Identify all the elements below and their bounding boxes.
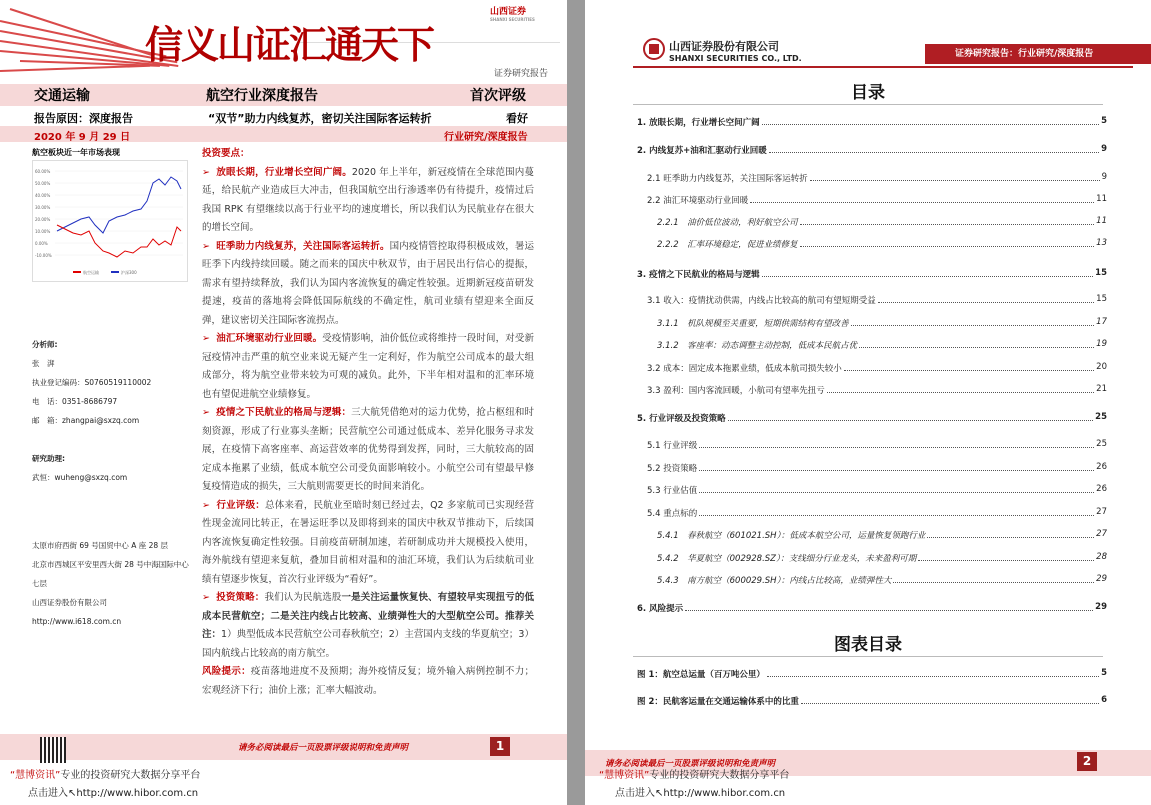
address-taiyuan: 太原市府西街 69 号国贸中心 A 座 28 层 [32, 541, 169, 550]
toc-item[interactable]: 2.2.2 汇率环境稳定，促进业绩修复 13 [657, 238, 1107, 250]
toc-title: 目录 [851, 83, 885, 103]
figure-item[interactable]: 图 2：民航客运量在交通运输体系中的比重 6 [637, 695, 1107, 707]
hibor-url[interactable]: http://www.hibor.com.cn [76, 788, 199, 799]
hibor-tagline: 专业的投资研究大数据分享平台 [60, 770, 201, 781]
disclaimer[interactable]: 请务必阅读最后一页股票评级说明和免责声明 [605, 759, 776, 769]
address-beijing: 北京市西城区平安里西大街 28 号中海国际中心七层 [32, 560, 189, 588]
point-6-body-1: 我们认为民航选股 [264, 592, 342, 603]
svg-text:60.00%: 60.00% [35, 169, 51, 174]
subtitle-bar [0, 106, 567, 126]
toc-item[interactable]: 3. 疫情之下民航业的格局与逻辑 15 [637, 268, 1107, 280]
logo-en: SHANXI SECURITIES CO., LTD. [669, 54, 802, 63]
toc-item[interactable]: 3.3 盈利：国内客流回暖，小航司有望率先扭亏 21 [647, 384, 1107, 396]
point-2-body: 国内疫情管控取得积极成效，暑运旺季下内线持续回暖。随之而来的国庆中秋双节，由于居民出行信心的提振，需求有望持续释放，我们认为国内客流恢复的确定性较强。近期新冠疫苗研发提速，疫苗的落地将会降低国际航线的不确定性，航司业绩有望迎来全面反弹，建议密切关注国际客流拐点。 [202, 240, 534, 326]
hibor-url[interactable]: http://www.hibor.com.cn [663, 788, 786, 799]
analyst-block [32, 335, 192, 487]
point-4-head: 疫情之下民航业的格局与逻辑： [216, 407, 352, 418]
rating-first: 首次评级 [470, 88, 526, 104]
page-number: 1 [490, 737, 510, 756]
report-page-2 [585, 0, 1151, 805]
hibor-name: “慧博资讯” [10, 770, 61, 781]
rating: 看好 [506, 112, 528, 125]
hibor-click: 点击进入 [615, 788, 655, 799]
point-6-bold: 一是关注运量恢复快、有望较早实现扭亏的低成本民营航空；二是关注内线占比较高、业绩弹性大的大型航空公司。推荐关注： [202, 592, 534, 640]
legend-2: 沪深300 [121, 270, 137, 275]
point-3-head: 油汇环境驱动行业回暖。 [216, 333, 323, 344]
risk-body: 疫苗落地进度不及预期；海外疫情反复；境外输入病例控制不力；宏观经济下行；油价上涨；汇率大幅波动。 [202, 666, 534, 696]
point-6-head: 投资策略： [216, 592, 265, 603]
report-page-1 [0, 0, 567, 805]
toc-item[interactable]: 2.2.1 油价低位波动，利好航空公司 11 [657, 216, 1107, 228]
hibor-promo [599, 766, 789, 781]
report-subtitle: “双节”助力内线复苏，密切关注国际客运转折 [208, 112, 432, 125]
industry: 交通运输 [34, 88, 90, 104]
toc-item[interactable]: 1. 放眼长期，行业增长空间广阔 5 [637, 116, 1107, 128]
cursor-icon: ↖ [68, 788, 77, 799]
report-date: 2020 年 9 月 29 日 [34, 132, 131, 143]
toc-item[interactable]: 2.1 旺季助力内线复苏，关注国际客运转折 9 [647, 172, 1107, 184]
toc-item[interactable]: 3.2 成本：固定成本拖累业绩，低成本航司损失较小 20 [647, 362, 1107, 374]
analyst-heading: 分析师: [32, 340, 58, 349]
toc-item[interactable]: 5.3 行业估值 26 [647, 484, 1107, 496]
company-logo-text [669, 38, 802, 63]
assistant-info: 武恒：wuheng@sxzq.com [32, 473, 128, 482]
svg-text:-10.00%: -10.00% [35, 253, 52, 258]
qr-code-icon [40, 737, 66, 763]
report-type: 证券研究报告 [494, 69, 549, 79]
svg-text:0.00%: 0.00% [35, 241, 48, 246]
toc-item[interactable]: 5. 行业评级及投资策略 25 [637, 412, 1107, 424]
toc-item[interactable]: 5.4.2 华夏航空（002928.SZ）：支线细分行业龙头，未来盈利可期 28 [657, 552, 1107, 564]
assistant-heading: 研究助理: [32, 454, 65, 463]
investment-points: 投资要点： ➢ 放眼长期，行业增长空间广阔。2020 年上半年，新冠疫情在全球范围内蔓延，给民航产业造成巨大冲击，但我国航空出行渗透率仍有待提升，疫情过后我国 RPK 有望继续以高于行业平均的速度增长，所以我们认为民航业存在很大的增长空间。 ➢ 旺季助力内线复苏，关注国际客运转折。国内疫情管控取得积极成效，暑运旺季下内线持续回暖。随之而来的国庆中秋双节，由于居民出行信心的提振，需求有望持续释放，我们认为国内客流恢复的确定性较强。近期新冠疫苗研发提速，疫苗的落地将会降低国际航线的不确定性，航司业绩有望迎来全面反弹，建议密切关注国际客流拐点。 ➢ 油汇环境驱动行业回暖。受疫情影响，油价低位或将维持一段时间，对受新冠疫情冲击严重的航空业来说无疑产生一定利好，作为航空公司成本的最大组成部分，将为航空业带来较为可观的减负。此外，下半年相对温和的汇率环境也有望促进航空业绩修复。 ➢ 疫情之下民航业的格局与逻辑：三大航凭借绝对的运力优势，抢占枢纽和时刻资源，形成了行业寡头垄断；民营航空公司通过低成本、差异化服务寻求发展，在疫情下高客座率、高运营效率的优势得到发挥，同时，三大航较高的固定成本拖累了业绩，低成本航空公司受负面影响较小。小航空公司有望最早修复疫情造成的损失，三大航则需要更长的时间来消化。 ➢ 行业评级：总体来看，民航业至暗时刻已经过去，Q2 多家航司已实现经营性现金流同比转正，在暑运旺季以及即将到来的国庆中秋双节推动下，后续国内客流恢复确定性较强。目前疫苗研制加速，若研制成功并大规模投入使用，海外航线有望迎来复航，叠加目前相对温和的油汇环境，我们认为后续航司业绩有望逐步恢复，首次行业评级为“看好”。 ➢ 投资策略：我们认为民航选股一是关注运量恢复快、有望较早实现扭亏的低成本民营航空；二是关注内线占比较高、业绩弹性大的大型航空公司。推荐关注：1）典型低成本民营航空公司春秋航空；2）主营国内支线的华夏航空；3）国内航线占比较高的南方航空。 风险提示：疫苗落地进度不及预期；海外疫情反复；境外输入病例控制不力；宏观经济下行；油价上涨；汇率大幅波动。 [202, 145, 534, 700]
point-6-body-2: 1）典型低成本民营航空公司春秋航空；2）主营国内支线的华夏航空；3）国内航线占比较高的南方航空。 [202, 629, 534, 659]
point-4-body: 三大航凭借绝对的运力优势，抢占枢纽和时刻资源，形成了行业寡头垄断；民营航空公司通过低成本、差异化服务寻求发展，在疫情下高客座率、高运营效率的优势得到发挥，同时，三大航较高的固定成本拖累了业绩，低成本航空公司受负面影响较小。小航空公司有望最早修复疫情造成的损失，三大航则需要更长的时间来消化。 [202, 407, 534, 492]
point-3-body: 受疫情影响，油价低位或将维持一段时间，对受新冠疫情冲击严重的航空业来说无疑产生一定利好，作为航空公司成本的最大组成部分，将为航空业带来较为可观的减负。此外，下半年相对温和的汇率环境也有望促进航空业绩修复。 [202, 333, 534, 400]
toc-item[interactable]: 3.1 收入：疫情扰动供需，内线占比较高的航司有望短期受益 15 [647, 294, 1107, 306]
analyst-name: 张 湃 [32, 359, 55, 368]
page-number: 2 [1077, 752, 1097, 771]
address-block [32, 536, 192, 631]
toc-item[interactable]: 5.4 重点标的 27 [647, 507, 1107, 519]
header-rule [633, 66, 1133, 68]
svg-text:30.00%: 30.00% [35, 205, 51, 210]
point-1-head: 放眼长期，行业增长空间广阔。 [216, 166, 352, 178]
analyst-email: 邮 箱：zhangpai@sxzq.com [32, 416, 140, 425]
logo-cn: 山西证券股份有限公司 [669, 40, 779, 53]
analyst-license: 执业登记编码：S0760519110002 [32, 378, 152, 387]
point-5-head: 行业评级： [216, 499, 265, 511]
company-name: 山西证券股份有限公司 [32, 598, 107, 607]
company-url[interactable]: http://www.i618.com.cn [32, 617, 122, 626]
toc-item[interactable]: 5.1 行业评级 25 [647, 439, 1107, 451]
legend-1: 航空运输 [83, 270, 99, 275]
disclaimer[interactable]: 请务必阅读最后一页股票评级说明和免责声明 [238, 743, 409, 753]
report-category: 行业研究/深度报告 [444, 132, 528, 143]
company-logo-icon [643, 38, 665, 60]
svg-text:50.00%: 50.00% [35, 181, 51, 186]
svg-text:20.00%: 20.00% [35, 217, 51, 222]
hibor-name: “慧博资讯” [599, 770, 650, 781]
risk-head: 风险提示： [202, 666, 251, 677]
cursor-icon: ↖ [655, 788, 664, 799]
hibor-link[interactable] [28, 784, 198, 799]
slogan: 信义山证汇通天下 [145, 22, 434, 67]
point-2-head: 旺季助力内线复苏，关注国际客运转折。 [216, 240, 390, 252]
title-bar [0, 84, 567, 106]
analyst-phone: 电 话：0351-8686797 [32, 397, 118, 406]
report-title: 航空行业深度报告 [206, 88, 318, 104]
market-performance-chart [32, 160, 188, 282]
hibor-click: 点击进入 [28, 788, 68, 799]
figure-list-title: 图表目录 [834, 635, 902, 655]
toc-item[interactable]: 6. 风险提示 29 [637, 602, 1107, 614]
hibor-promo [10, 766, 200, 781]
toc-item[interactable]: 3.1.2 客座率：动态调整主动控制，低成本民航占优 19 [657, 339, 1107, 351]
toc-item[interactable]: 5.2 投资策略 26 [647, 462, 1107, 474]
toc-item[interactable]: 2. 内线复苏+油和汇驱动行业回暖 9 [637, 144, 1107, 156]
figure-item[interactable]: 图 1：航空总运量（百万吨公里） 5 [637, 668, 1107, 680]
hibor-tagline: 专业的投资研究大数据分享平台 [649, 770, 790, 781]
header-bar: 证券研究报告：行业研究/深度报告 [925, 44, 1151, 64]
logo-cn: 山西证券 [490, 7, 527, 17]
toc-rule-top [633, 104, 1103, 105]
point-5-body: 总体来看，民航业至暗时刻已经过去，Q2 多家航司已实现经营性现金流同比转正，在暑运旺季以及即将到来的国庆中秋双节推动下，后续国内客流恢复确定性较强。目前疫苗研制加速，若研制成功并大规模投入使用，海外航线有望迎来复航，叠加目前相对温和的油汇环境，我们认为后续航司业绩有望逐步恢复，首次行业评级为“看好”。 [202, 499, 534, 585]
svg-text:40.00%: 40.00% [35, 193, 51, 198]
report-reason: 报告原因：深度报告 [34, 112, 133, 125]
svg-text:10.00%: 10.00% [35, 229, 51, 234]
points-heading: 投资要点： [202, 148, 250, 159]
toc-item[interactable]: 3.1.1 机队规模至关重要，短期供需结构有望改善 17 [657, 317, 1107, 329]
company-logo [490, 4, 535, 22]
chart-title: 航空板块近一年市场表现 [32, 148, 120, 157]
toc-item[interactable]: 2.2 油汇环境驱动行业回暖 11 [647, 194, 1107, 206]
toc-item[interactable]: 5.4.1 春秋航空（601021.SH）：低成本航空公司，运量恢复领跑行业 27 [657, 529, 1107, 541]
logo-en: SHANXI SECURITIES [490, 17, 535, 22]
date-bar [0, 126, 567, 142]
fig-rule-top [633, 656, 1103, 657]
hibor-link[interactable] [615, 784, 785, 799]
toc-item[interactable]: 5.4.3 南方航空（600029.SH）：内线占比较高，业绩弹性大 29 [657, 574, 1107, 586]
point-1-body: 2020 年上半年，新冠疫情在全球范围内蔓延，给民航产业造成巨大冲击，但我国航空出行渗透率仍有待提升，疫情过后我国 RPK 有望继续以高于行业平均的速度增长，所以我们认为民航业存在很大的增长空间。 [202, 166, 534, 233]
